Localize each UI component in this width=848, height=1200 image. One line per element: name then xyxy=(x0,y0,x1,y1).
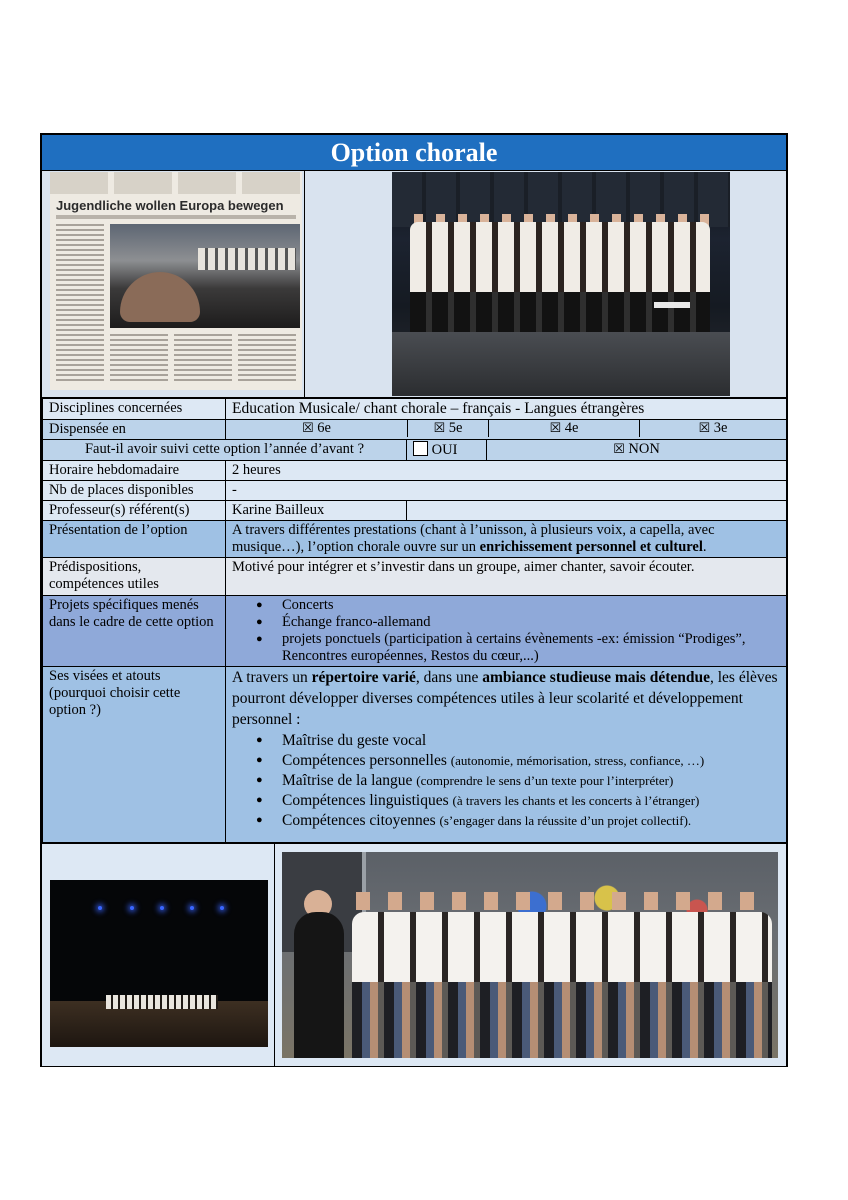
stage-light xyxy=(220,906,224,910)
info-table xyxy=(42,398,787,843)
disciplines-value: Education Musicale/ chant chorale – français - Langues étrangères xyxy=(226,399,787,420)
stage-light xyxy=(190,906,194,910)
list-item: ● Échange franco-allemand xyxy=(282,614,780,631)
level-6e[interactable]: ☒ 6e xyxy=(226,420,408,437)
list-item: ● Maîtrise de la langue (comprendre le sens d’un texte pour l’interpréter) xyxy=(282,771,780,791)
newspaper-headline: Jugendliche wollen Europa bewegen xyxy=(56,198,284,213)
visees-intro: A travers un répertoire varié, dans une ambiance studieuse mais détendue, les élèves pourront développer diverses compétences utiles à leur scolarité et développement personnel : xyxy=(232,669,778,728)
checkbox-checked-icon: ☒ xyxy=(698,421,711,436)
heart-hands-shape xyxy=(120,272,200,322)
predispositions-label: Prédispositions, compétences utiles xyxy=(43,558,226,596)
newspaper-column xyxy=(56,224,104,384)
row-dispensee xyxy=(43,420,787,440)
disciplines-label: Disciplines concernées xyxy=(43,399,226,420)
newspaper-clipping-image xyxy=(50,172,302,390)
row-disciplines xyxy=(43,399,787,420)
checkbox-checked-icon: ☒ xyxy=(613,442,625,457)
stage-light xyxy=(130,906,134,910)
places-label: Nb de places disponibles xyxy=(43,481,226,501)
checkbox-checked-icon: ☒ xyxy=(433,421,446,436)
places-value: - xyxy=(226,481,787,501)
divider xyxy=(274,844,275,1066)
projets-label: Projets spécifiques menés dans le cadre de cette option xyxy=(43,596,226,667)
list-item: ● Maîtrise du geste vocal xyxy=(282,731,780,751)
horaire-label: Horaire hebdomadaire xyxy=(43,461,226,481)
option-sheet xyxy=(40,133,788,1067)
professeur-extra xyxy=(407,501,787,521)
professeur-label: Professeur(s) référent(s) xyxy=(43,501,226,521)
student-legs xyxy=(352,982,772,1058)
teacher-figure xyxy=(294,912,344,1058)
row-professeur xyxy=(43,501,787,521)
checkbox-checked-icon: ☒ xyxy=(302,421,314,436)
choir-members xyxy=(410,222,710,292)
row-presentation xyxy=(43,521,787,558)
list-item: ● Concerts xyxy=(282,597,780,614)
projets-list xyxy=(232,597,780,665)
list-item: ● Compétences linguistiques (à travers les chants et les concerts à l’étranger) xyxy=(282,791,780,811)
top-photos xyxy=(42,171,786,398)
page-title: Option chorale xyxy=(42,135,786,171)
student-faces xyxy=(356,892,772,910)
list-item: ● Compétences citoyennes (s’engager dans la réussite d’un projet collectif). xyxy=(282,811,780,831)
prerequis-question: Faut-il avoir suivi cette option l’année d’avant ? xyxy=(43,440,407,461)
row-projets xyxy=(43,596,787,667)
presentation-value: A travers différentes prestations (chant à l’unisson, à plusieurs voix, a capella, avec musique…), l’option chorale ouvre sur un enrichissement personnel et culturel. xyxy=(226,521,787,558)
stage-light xyxy=(98,906,102,910)
divider xyxy=(304,171,305,397)
row-places xyxy=(43,481,787,501)
group-photo xyxy=(282,852,778,1058)
newspaper-subline xyxy=(56,215,296,219)
visees-label: Ses visées et atouts (pourquoi choisir cette option ?) xyxy=(43,667,226,843)
list-item: ● projets ponctuels (participation à certains évènements -ex: émission “Prodiges”, Rencontres européennes, Restos du cœur,...) xyxy=(282,631,780,665)
checkbox-checked-icon: ☒ xyxy=(549,421,562,436)
newspaper-photo xyxy=(110,224,300,328)
choir-on-stage xyxy=(106,995,218,1009)
checkbox-empty-icon xyxy=(413,441,428,456)
list-item: ● Compétences personnelles (autonomie, mémorisation, stress, confiance, …) xyxy=(282,751,780,771)
student-shirts xyxy=(352,912,772,982)
presentation-label: Présentation de l’option xyxy=(43,521,226,558)
newspaper-header-strip xyxy=(50,172,302,194)
horaire-value: 2 heures xyxy=(226,461,787,481)
choir-silhouettes xyxy=(198,248,296,270)
professeur-value: Karine Bailleux xyxy=(226,501,407,521)
level-5e[interactable]: ☒ 5e xyxy=(408,420,489,437)
visees-list xyxy=(232,731,780,832)
stage-light xyxy=(160,906,164,910)
choir-stage-photo xyxy=(392,172,730,396)
bottom-photos xyxy=(42,843,786,1066)
level-4e[interactable]: ☒ 4e xyxy=(489,420,640,437)
concert-hall-photo xyxy=(50,880,268,1047)
newspaper-column xyxy=(174,334,232,384)
dispensee-label: Dispensée en xyxy=(43,420,226,440)
level-3e[interactable]: ☒ 3e xyxy=(698,420,728,436)
prerequis-oui[interactable]: OUI xyxy=(407,440,487,461)
row-visees xyxy=(43,667,787,843)
newspaper-column xyxy=(238,334,296,384)
prerequis-non[interactable]: ☒ NON xyxy=(487,440,787,461)
row-horaire xyxy=(43,461,787,481)
predispositions-value: Motivé pour intégrer et s’investir dans un groupe, aimer chanter, savoir écouter. xyxy=(226,558,787,596)
row-prerequis xyxy=(43,440,787,461)
newspaper-column xyxy=(110,334,168,384)
music-stand xyxy=(654,302,690,368)
row-predispositions xyxy=(43,558,787,596)
